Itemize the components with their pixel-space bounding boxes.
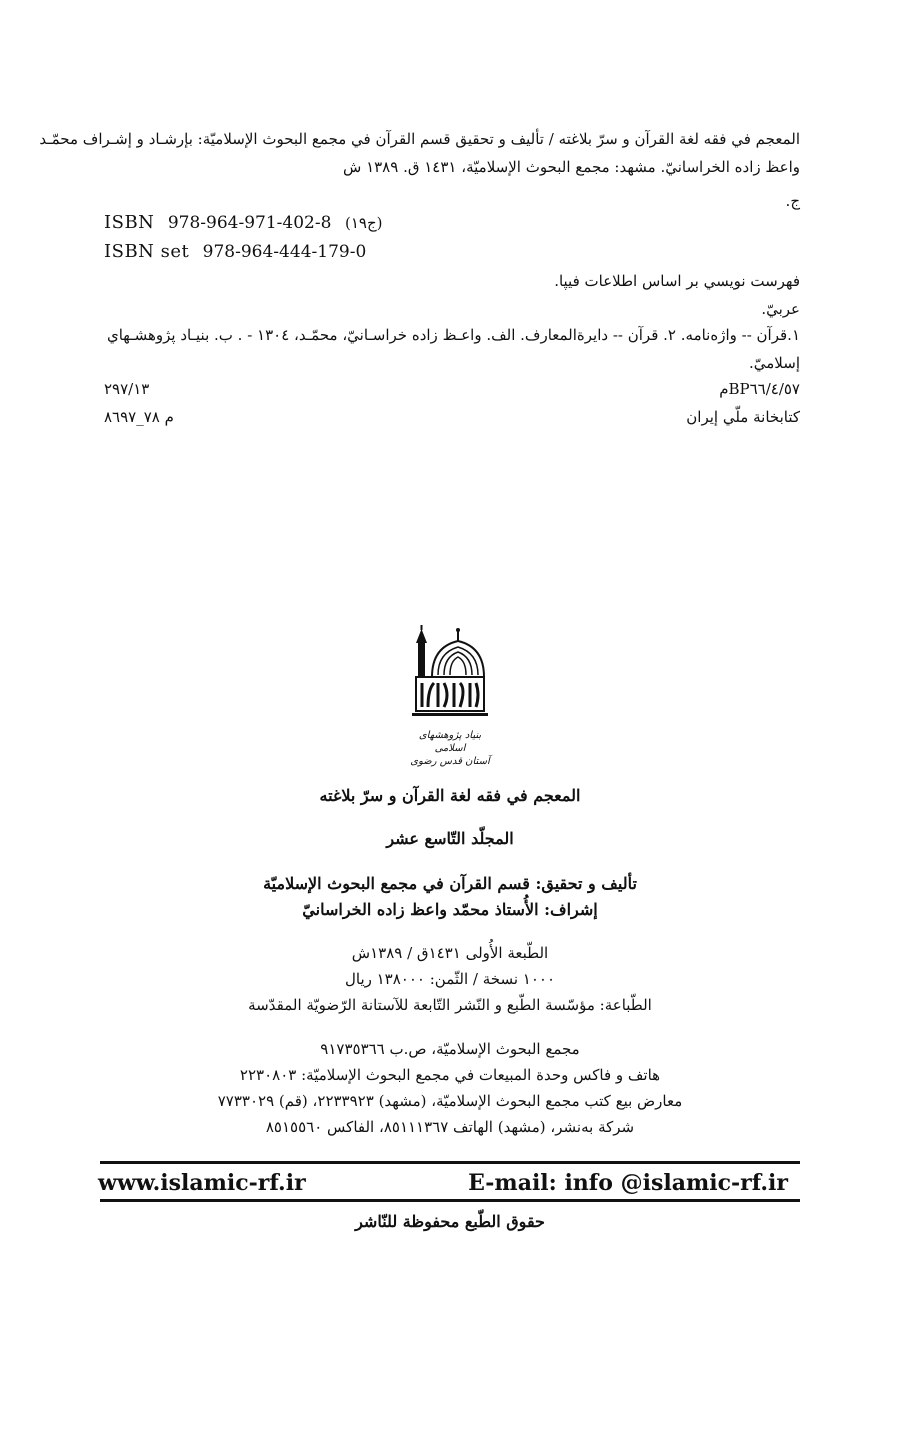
book-volume: المجلّد التّاسع عشر <box>386 829 514 848</box>
volume-note: (ج١٩) <box>345 214 383 232</box>
sales-phone-line: هاتف و فاكس وحدة المبيعات في مجمع البحوث الإسلاميّة: ٢٢٣٠٨٠٣ <box>239 1066 661 1084</box>
edition-line: الطّبعة الأُولى ١٤٣١ق / ١٣٨٩ش <box>351 944 549 962</box>
catalog-line-3: ج. <box>785 192 800 210</box>
isbn-set-label: ISBN set <box>104 241 190 262</box>
address-line: مجمع البحوث الإسلاميّة، ص.ب ٩١٧٣٥٣٦٦ <box>320 1040 580 1058</box>
printer-line: الطّباعة: مؤسّسة الطّبع و النّشر التّابعة للآستانة الرّضويّة المقدّسة <box>248 996 652 1014</box>
catalog-note-language: عربيّ. <box>761 300 800 318</box>
catalog-note-fipa: فهرست نويسي بر اساس اطلاعات فيپا. <box>554 272 800 290</box>
catalog-line-1: المعجم في فقه لغة القرآن و سرّ بلاغته / تأليف و تحقيق قسم القرآن في مجمع البحوث الإسلاميّة: بإرشـاد و إشـراف محمّـد <box>39 130 800 148</box>
logo-caption-2: آستان قدس رضوى <box>410 756 490 767</box>
stores-line: معارض بيع كتب مجمع البحوث الإسلاميّة، (مشهد) ٢٢٣٣٩٢٣، (قم) ٧٧٣٣٠٢٩ <box>217 1092 683 1110</box>
book-author: تأليف و تحقيق: قسم القرآن في مجمع البحوث الإسلاميّة <box>263 874 637 893</box>
shrine-emblem-icon <box>408 625 492 725</box>
book-title: المعجم في فقه لغة القرآن و سرّ بلاغته <box>319 786 581 805</box>
footer-rule-top <box>100 1161 800 1164</box>
classification-dewey: ٢٩٧/١٣ <box>104 380 150 398</box>
classification-lc: BP٦٦/٤/٥٧م <box>719 380 800 398</box>
isbn-row-1 <box>104 212 331 233</box>
isbn-set-number: 978-964-444-179-0 <box>202 242 367 262</box>
isbn-row-2 <box>104 241 366 262</box>
isbn-label: ISBN <box>104 212 155 233</box>
publisher-logo <box>408 625 492 765</box>
isbn-number: 978-964-971-402-8 <box>167 213 332 233</box>
catalog-subjects: ١.قرآن -- واژه‌نامه. ٢. قرآن -- دايرة‌المعارف. الف. واعـظ زاده خراسـانيّ، محمّـد، ١٣٠٤ - . ب. بنيـاد پژوهشـهاي <box>107 326 800 344</box>
logo-caption-1: بنياد پژوهشهاى اسلامى <box>418 730 482 754</box>
catalog-line-2: واعظ زاده الخراسانيّ. مشهد: مجمع البحوث الإسلاميّة، ١٤٣١ ق. ١٣٨٩ ش <box>342 158 800 176</box>
distributor-line: شركة به‌نشر، (مشهد) الهاتف ٨٥١١١٣٦٧، الفاكس ٨٥١٥٥٦٠ <box>265 1118 635 1136</box>
national-library-number: م ٧٨_٨٦٩٧ <box>104 408 174 426</box>
footer-rule-bottom <box>100 1199 800 1202</box>
email-link[interactable]: E-mail: info @islamic-rf.ir <box>468 1170 788 1196</box>
copyright-notice: حقوق الطّبع محفوظة للنّاشر <box>355 1212 545 1231</box>
book-supervisor: إشراف: الأُستاذ محمّد واعظ زاده الخراسانيّ <box>302 900 598 919</box>
website-link[interactable]: www.islamic-rf.ir <box>98 1170 306 1196</box>
copies-price-line: ١٠٠٠ نسخة / الثّمن: ١٣٨٠٠٠ ريال <box>344 970 556 988</box>
catalog-subjects-cont: إسلاميّ. <box>749 354 800 372</box>
national-library: كتابخانة ملّي إيران <box>686 408 800 426</box>
